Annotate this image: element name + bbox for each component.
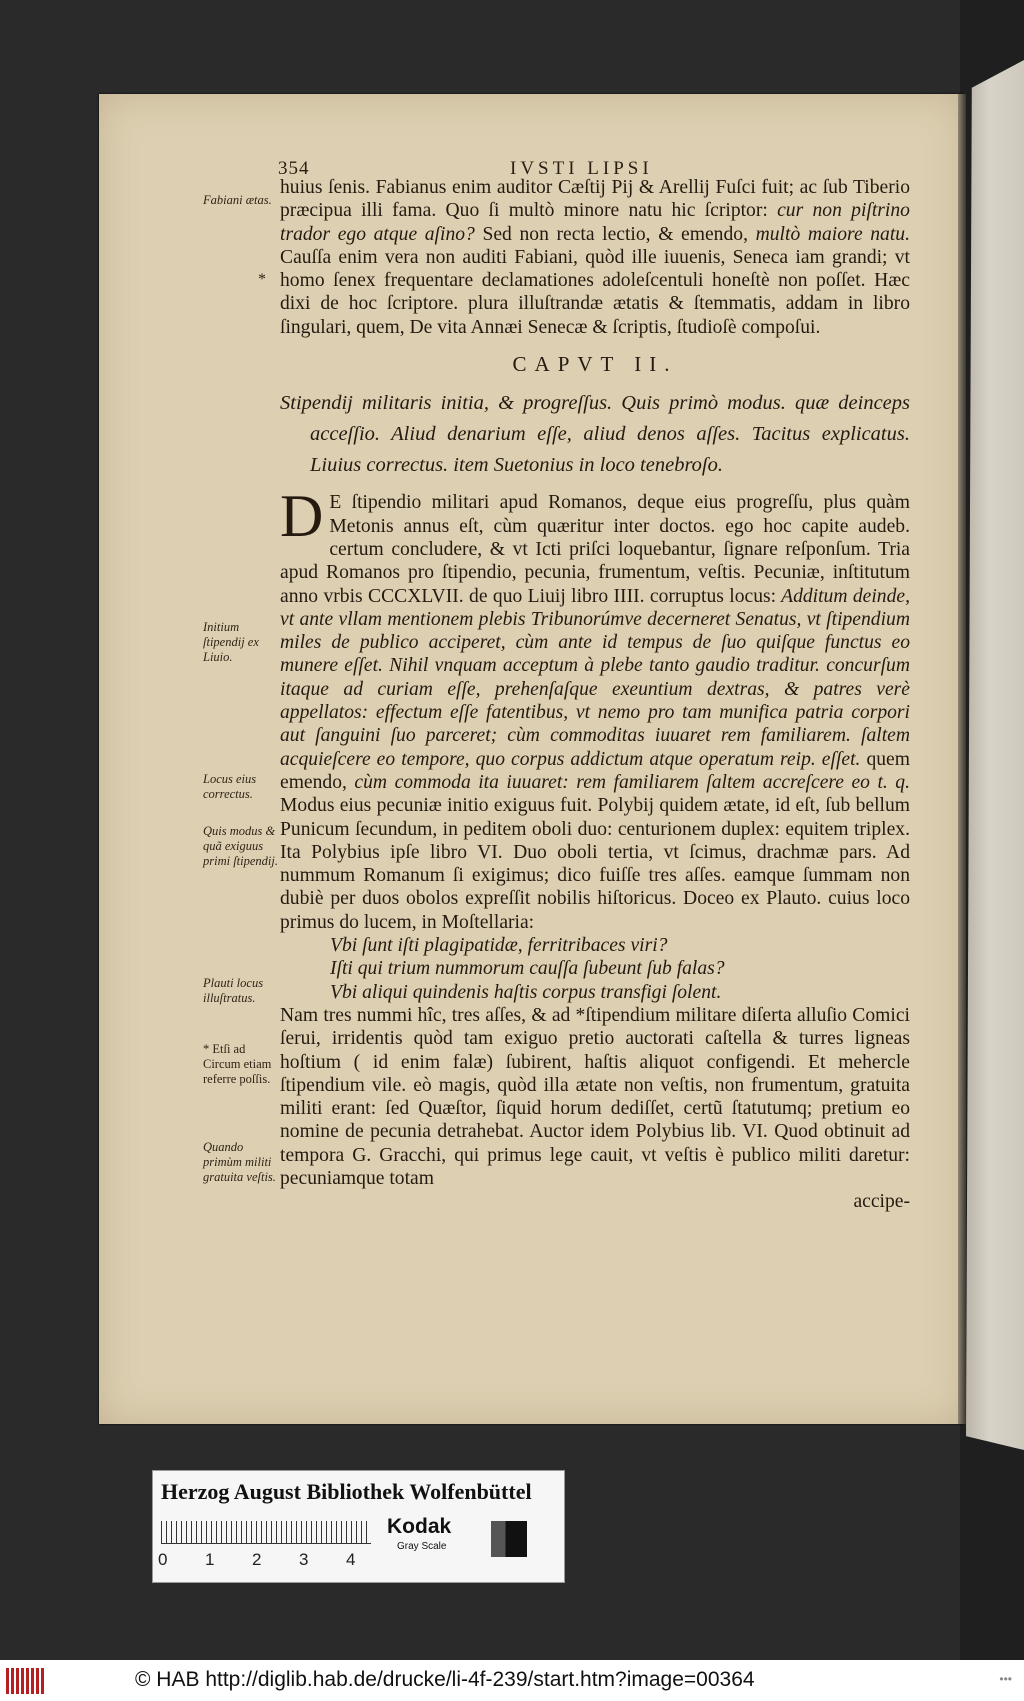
ruler-4: 4	[346, 1550, 356, 1569]
catchword: accipe-	[853, 1191, 910, 1213]
margin-asterisk: *	[258, 271, 266, 288]
para1-text-a: E ſtipendio militari apud Romanos, deque eius progreſſu, plus quàm Metonis annus eſt, cùm quæritur inter doctos. ego hoc capite audeb. certum concludere, & vt Icti priſci loquebantur, ſignare reſponſum. Tria apud Romanos pro ſtipendio, pecunia, frumentum, veſtis. Pecuniæ, inſtitutum anno vrbis CCCXLVII. de quo Liuij libro IIII. corruptus locus:	[280, 492, 910, 607]
margin-note-fabiani: Fabiani ætas.	[203, 193, 272, 207]
next-page-edge	[966, 60, 1024, 1450]
verse-line-2: Iſti qui trium nummorum cauſſa ſubeunt ſub falas?	[330, 958, 725, 980]
margin-note-plauti: Plauti locus illuſtratus.	[203, 976, 264, 1005]
margin-note-vestis: Quando primùm militi gratuita veſtis.	[203, 1140, 276, 1184]
margin-note-modus: Quis modus & quã exiguus primi ſtipendij.	[203, 824, 278, 868]
paragraph-top	[280, 176, 910, 339]
text-after-quote-2: Cauſſa enim vera non auditi Fabiani, quòd ille iuuenis, Seneca iam grandi; vt homo ſenex frequentare declamationes adoleſcentuli honeſtè non poſſet. Hæc dixi de hoc ſcriptore. plura illuſtrandæ ætatis & ſtemmatis, addam in libro ſingulari, quem, De vita Annæi Senecæ & ſcriptis, ſtudioſè compoſui.	[280, 246, 910, 338]
main-text	[280, 176, 910, 1214]
quote-1: cur non piſtrino trador ego atque aſino?	[280, 200, 910, 245]
paragraph-1	[280, 483, 910, 934]
running-head: IVSTI LIPSI	[510, 158, 653, 179]
footer-bar	[0, 1660, 1024, 1701]
paragraph-2: Nam tres nummi hîc, tres aſſes, & ad *ſtipendium militare diſerta alluſio Comici ſerui, irridentis quòd tam exiguo pretio auctorati caſtella & turres ligneas hoſtium ( id enim falæ) ſubirent, haſtis aliquot configendi. Et mehercle ſtipendium vile. eò magis, quòd illa ætate non veſtis, non frumentum, gratuita militi erant: ſed Quæſtor, ſiquid horum dediſſet, certũ ſtatutumq; pretium eo nomine de pecunia detrahebat. Auctor idem Polybius lib. VI. Quod obtinuit ad tempora G. Gracchi, qui primus lege cauit, vt veſtis è publico militi daretur: pecuniamque totam	[280, 1004, 910, 1189]
page-gutter	[958, 94, 966, 1424]
scale-ruler	[161, 1521, 371, 1544]
para1-text-b: quem emendo,	[280, 748, 910, 793]
verse-line-3: Vbi aliqui quindenis haſtis corpus transfigi ſolent.	[330, 981, 722, 1003]
gray-scale-label: Gray Scale	[397, 1541, 447, 1552]
library-name: Herzog August Bibliothek Wolfenbüttel	[161, 1479, 532, 1504]
drop-cap: D	[280, 483, 324, 550]
margin-note-circum: * Etſi ad Circum etiam referre poſſis.	[203, 1042, 272, 1086]
ruler-3: 3	[299, 1550, 309, 1569]
gray-patch	[491, 1521, 527, 1557]
ruler-2: 2	[252, 1550, 262, 1569]
para1-text-c: Modus eius pecuniæ initio exiguus fuit. Polybij quidem ætate, id eſt, ſub bellum Punicum ſecundum, in peditem oboli duo: centurionem duplex: equitem triplex. Ita Polybius ipſe libro VI. Duo oboli tertia, vt ſcimus, drachmæ pars. Ad nummum Romanum ſi exigimus; dico fuiſſe tres aſſes. eamque ſummam non dubiè per duos obolos expreſſit nobilis hiſtoricus. Doceo ex Plauto. cuius loco primus do lucem, in Moſtellaria:	[280, 795, 910, 933]
footer-url[interactable]: © HAB http://diglib.hab.de/drucke/li-4f-239/start.htm?image=00364	[135, 1668, 755, 1691]
hab-logo-icon	[6, 1668, 46, 1694]
chapter-title: CAPVT II.	[512, 352, 678, 377]
footer-dots: •••	[999, 1672, 1012, 1686]
chapter-summary: Stipendij militaris initia, & progreſſus. Quis primò modus. quæ deinceps acceſſio. Aliud denarium eſſe, aliud denos aſſes. Tacitus explicatus. Liuius correctus. item Suetonius in loco tenebroſo.	[280, 392, 910, 477]
text-after-quote-1: Sed non recta lectio, & emendo,	[474, 223, 748, 245]
margin-note-initium: Initium ſtipendij ex Liuio.	[203, 620, 259, 664]
verse-line-1: Vbi ſunt iſti plagipatidæ, ferritribaces viri?	[330, 935, 668, 957]
quote-2: multò maiore natu.	[755, 223, 910, 245]
margin-note-locus: Locus eius correctus.	[203, 772, 257, 801]
kodak-logo: Kodak	[387, 1515, 452, 1538]
text-top: huius ſenis. Fabianus enim auditor Cæſtij Pij & Arellij Fuſci fuit; ac ſub Tiberio præcipua illi fama. Quo ſi multò minore natu hic ſcriptor:	[280, 177, 910, 222]
emendation-quote: cùm commoda ita iuuaret: rem familiarem ſaltem accreſcere eo t. q.	[346, 771, 910, 793]
page-number: 354	[278, 158, 310, 179]
ruler-1: 1	[205, 1550, 215, 1569]
ruler-0: 0	[158, 1550, 168, 1569]
color-reference-card	[152, 1470, 565, 1583]
livy-quote: Additum deinde, vt ante vllam mentionem plebis Tribunorúmve decerneret Senatus, vt ſtipendium miles de publico acciperet, cùm ante id tempus de ſuo quiſque functus eo munere eſſet. Nihil vnquam acceptum à plebe tanto gaudio traditur. concurſum itaque ad curiam eſſe, prehenſaſque exeuntium dextras, & patres verè appellatos: effectum eſſe fatentibus, vt nemo pro tam munifica patria corpori aut ſanguini ſuo parceret; cùm commoditas iuuaret rem familiarem. ſaltem acquieſcere eo tempore, quo corpus addictum atque operatum reip. eſſet.	[280, 585, 910, 770]
